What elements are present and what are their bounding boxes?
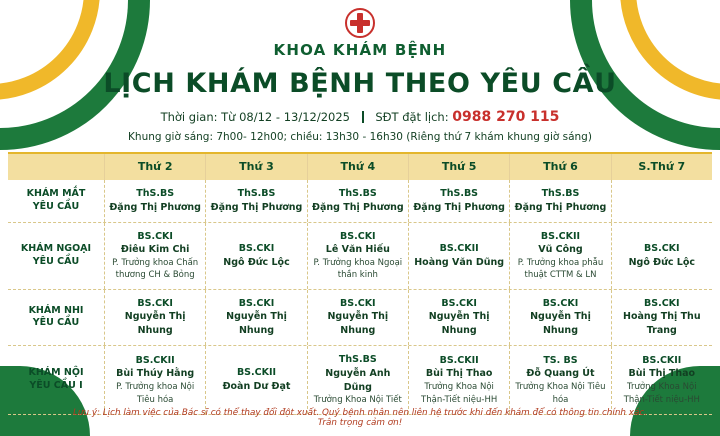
column-header-wed: Thứ 4 (307, 154, 408, 180)
row-label-pediatrics: KHÁM NHI YÊU CẦU (28, 304, 84, 329)
page-title: LỊCH KHÁM BỆNH THEO YÊU CẦU (103, 68, 617, 99)
department-name: KHOA KHÁM BỆNH (273, 41, 447, 59)
cell-pediatrics-mon: BS.CKI Nguyễn Thị Nhung (104, 290, 205, 345)
cell-surgery-tue: BS.CKI Ngô Đức Lộc (205, 223, 306, 289)
schedule-meta (8, 109, 712, 125)
logo-container (8, 8, 712, 38)
table-header-row (8, 154, 712, 180)
medical-cross-logo-icon (345, 8, 375, 38)
cell-internal-sat: BS.CKII Bùi Thị Thao Trưởng Khoa Nội Thận-Tiết niệu-HH (611, 346, 712, 414)
cell-internal-thu: BS.CKII Bùi Thị Thao Trưởng Khoa Nội Thận-Tiết niệu-HH (408, 346, 509, 414)
column-header-thu: Thứ 5 (408, 154, 509, 180)
cell-surgery-fri: BS.CKII Vũ Công P. Trưởng khoa phẫu thuật CTTM & LN (509, 223, 610, 289)
cell-eye-thu: ThS.BS Đặng Thị Phương (408, 180, 509, 222)
phone-number[interactable]: 0988 270 115 (452, 109, 560, 125)
cell-pediatrics-tue: BS.CKI Nguyễn Thị Nhung (205, 290, 306, 345)
working-hours: Khung giờ sáng: 7h00- 12h00; chiều: 13h30 - 16h30 (Riêng thứ 7 khám khung giờ sáng) (128, 131, 592, 143)
cell-internal-wed: ThS.BS Nguyễn Anh Dũng Trưởng Khoa Nội Tiết (307, 346, 408, 414)
column-header-fri: Thứ 6 (509, 154, 610, 180)
column-header-sat: S.Thứ 7 (611, 154, 712, 180)
row-label-surgery: KHÁM NGOẠI YÊU CẦU (20, 242, 92, 267)
row-label-eye: KHÁM MẮT YÊU CẦU (26, 187, 86, 212)
meta-divider (362, 111, 364, 123)
cell-eye-tue: ThS.BS Đặng Thị Phương (205, 180, 306, 222)
schedule-table (8, 152, 712, 415)
column-header-tue: Thứ 3 (205, 154, 306, 180)
table-row (8, 346, 712, 415)
cell-internal-mon: BS.CKII Bùi Thúy Hằng P. Trưởng khoa Nội Tiêu hóa (104, 346, 205, 414)
column-header-mon: Thứ 2 (104, 154, 205, 180)
cell-eye-fri: ThS.BS Đặng Thị Phương (509, 180, 610, 222)
cell-eye-wed: ThS.BS Đặng Thị Phương (307, 180, 408, 222)
table-row (8, 180, 712, 223)
row-label-internal: KHÁM NỘI YÊU CẦU I (28, 366, 84, 391)
table-header-corner (8, 154, 104, 180)
cell-surgery-mon: BS.CKI Điêu Kim Chi P. Trưởng khoa Chấn thương CH & Bỏng (104, 223, 205, 289)
time-range-label: Thời gian: Từ 08/12 - 13/12/2025 (160, 110, 350, 124)
cell-pediatrics-thu: BS.CKI Nguyễn Thị Nhung (408, 290, 509, 345)
phone-label: SĐT đặt lịch: (375, 110, 449, 124)
table-row (8, 223, 712, 290)
cell-eye-sat (611, 180, 712, 222)
cell-pediatrics-wed: BS.CKI Nguyễn Thị Nhung (307, 290, 408, 345)
cell-surgery-sat: BS.CKI Ngô Đức Lộc (611, 223, 712, 289)
cell-internal-tue: BS.CKII Đoàn Dư Đạt (205, 346, 306, 414)
cell-pediatrics-sat: BS.CKI Hoàng Thị Thu Trang (611, 290, 712, 345)
cell-surgery-wed: BS.CKI Lê Văn Hiếu P. Trưởng khoa Ngoại thần kinh (307, 223, 408, 289)
cell-pediatrics-fri: BS.CKI Nguyễn Thị Nhung (509, 290, 610, 345)
table-row (8, 290, 712, 346)
cell-surgery-thu: BS.CKII Hoàng Văn Dũng (408, 223, 509, 289)
cell-internal-fri: TS. BS Đỗ Quang Út Trưởng Khoa Nội Tiêu hóa (509, 346, 610, 414)
cell-eye-mon: ThS.BS Đặng Thị Phương (104, 180, 205, 222)
footer-note: Lưu ý: Lịch làm việc của Bác sĩ có thể thay đổi đột xuất. Quý bệnh nhân nên liên hệ trước khi đến khám để có thông tin chính xác. Trân trọng cảm ơn! (72, 408, 648, 428)
